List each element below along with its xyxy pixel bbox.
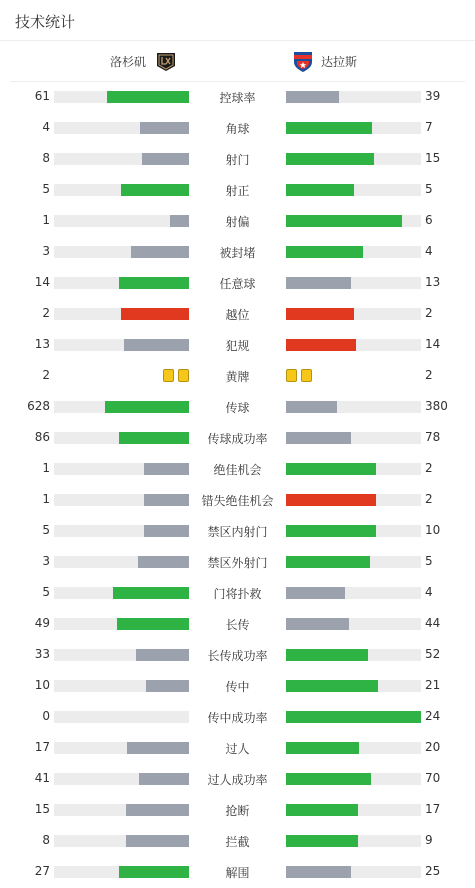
away-stat-value: 9	[425, 833, 433, 847]
home-bar-fill	[119, 277, 189, 289]
away-stat-value: 2	[425, 492, 433, 506]
stat-row	[0, 857, 475, 888]
home-bar-fill	[107, 91, 189, 103]
away-bar-fill	[286, 277, 351, 289]
home-stat-value: 1	[42, 213, 50, 227]
stat-label: 黄牌	[225, 370, 250, 384]
stat-label: 抢断	[225, 804, 250, 818]
home-bar-fill	[131, 246, 189, 258]
yellow-card-icon	[163, 369, 174, 382]
away-bar-fill	[286, 153, 374, 165]
home-bar-track	[54, 525, 189, 537]
away-bar-track	[286, 153, 421, 165]
home-stat-value: 15	[34, 802, 50, 816]
stat-label: 射门	[225, 153, 250, 167]
away-bar-track	[286, 401, 421, 413]
home-bar-fill	[139, 773, 189, 785]
stat-label: 长传	[225, 618, 250, 632]
home-stat-value: 17	[34, 740, 50, 754]
home-stat-value: 49	[34, 616, 50, 630]
away-bar-fill	[286, 401, 337, 413]
away-bar-fill	[286, 215, 402, 227]
home-bar-track	[54, 401, 189, 413]
away-bar-track	[286, 91, 421, 103]
away-bar-track	[286, 742, 421, 754]
stat-row	[0, 547, 475, 578]
lafc-logo-icon	[154, 49, 178, 73]
yellow-card-icon	[178, 369, 189, 382]
stat-label: 拦截	[225, 835, 250, 849]
home-stat-value: 8	[42, 833, 50, 847]
home-bar-track	[54, 215, 189, 227]
away-bar-track	[286, 835, 421, 847]
page-header	[0, 0, 475, 41]
away-bar-track	[286, 215, 421, 227]
away-stat-value: 21	[425, 678, 441, 692]
away-stat-value: 44	[425, 616, 441, 630]
home-stat-value: 27	[34, 864, 50, 878]
away-team[interactable]	[291, 49, 357, 73]
home-bar-fill	[144, 463, 189, 475]
stat-row	[0, 144, 475, 175]
away-bar-fill	[286, 91, 339, 103]
stat-row	[0, 826, 475, 857]
home-bar-track	[54, 463, 189, 475]
stat-row	[0, 392, 475, 423]
away-stat-value: 52	[425, 647, 441, 661]
away-bar-track	[286, 494, 421, 506]
yellow-card-icon	[286, 369, 297, 382]
stat-row	[0, 640, 475, 671]
home-bar-track	[54, 742, 189, 754]
away-bar-fill	[286, 742, 359, 754]
away-bar-fill	[286, 246, 363, 258]
away-bar-track	[286, 463, 421, 475]
home-stat-value: 1	[42, 461, 50, 475]
stat-row	[0, 609, 475, 640]
away-bar-fill	[286, 618, 349, 630]
stat-label: 绝佳机会	[213, 463, 262, 477]
home-bar-track	[54, 432, 189, 444]
home-bar-track	[54, 246, 189, 258]
stat-label: 任意球	[219, 277, 256, 291]
stat-label: 过人成功率	[207, 773, 268, 787]
away-bar-fill	[286, 308, 354, 320]
away-bar-track	[286, 525, 421, 537]
home-bar-track	[54, 835, 189, 847]
away-bar-track	[286, 339, 421, 351]
stat-label: 传中成功率	[207, 711, 268, 725]
home-stat-value: 3	[42, 244, 50, 258]
stat-label: 传球	[225, 401, 250, 415]
away-bar-track	[286, 432, 421, 444]
away-bar-fill	[286, 122, 372, 134]
away-stat-value: 15	[425, 151, 441, 165]
away-bar-track	[286, 773, 421, 785]
away-stat-value: 78	[425, 430, 441, 444]
away-bar-fill	[286, 556, 370, 568]
stat-label: 角球	[225, 122, 250, 136]
fc-dallas-logo-icon	[291, 49, 315, 73]
stats-list	[0, 82, 475, 888]
stat-row	[0, 702, 475, 733]
away-bar-track	[286, 711, 421, 723]
home-bar-fill	[119, 866, 189, 878]
home-bar-track	[54, 153, 189, 165]
home-bar-track	[54, 339, 189, 351]
stat-row	[0, 206, 475, 237]
home-bar-fill	[127, 742, 189, 754]
stat-row	[0, 454, 475, 485]
away-bar-fill	[286, 525, 376, 537]
away-stat-value: 2	[425, 461, 433, 475]
home-bar-track	[54, 773, 189, 785]
home-bar-track	[54, 804, 189, 816]
away-bar-fill	[286, 773, 371, 785]
away-bar-track	[286, 680, 421, 692]
away-stat-value: 2	[425, 306, 433, 320]
home-bar-track	[54, 556, 189, 568]
home-bar-fill	[140, 122, 189, 134]
stat-label: 被封堵	[219, 246, 256, 260]
stat-label: 射偏	[225, 215, 250, 229]
stat-label: 错失绝佳机会	[201, 494, 274, 508]
home-bar-fill	[105, 401, 189, 413]
away-bar-fill	[286, 494, 376, 506]
home-team[interactable]	[110, 49, 178, 73]
stat-row	[0, 175, 475, 206]
stat-row	[0, 516, 475, 547]
away-bar-track	[286, 246, 421, 258]
home-stat-value: 61	[34, 89, 50, 103]
away-bar-track	[286, 804, 421, 816]
stat-label: 禁区外射门	[207, 556, 268, 570]
away-stat-value: 70	[425, 771, 441, 785]
home-bar-fill	[121, 308, 189, 320]
stat-row	[0, 361, 475, 392]
stat-label: 禁区内射门	[207, 525, 268, 539]
home-bar-fill	[144, 494, 189, 506]
home-stat-value: 41	[34, 771, 50, 785]
page-title: 技术统计	[15, 13, 76, 31]
home-stat-value: 4	[42, 120, 50, 134]
home-bar-track	[54, 649, 189, 661]
home-bar-fill	[124, 339, 189, 351]
stat-label: 长传成功率	[207, 649, 268, 663]
away-stat-value: 4	[425, 244, 433, 258]
stat-row	[0, 578, 475, 609]
away-team-name: 达拉斯	[321, 54, 358, 69]
home-stat-value: 8	[42, 151, 50, 165]
away-bar-fill	[286, 463, 376, 475]
away-bar-track	[286, 277, 421, 289]
away-bar-fill	[286, 804, 358, 816]
away-stat-value: 10	[425, 523, 441, 537]
away-bar-fill	[286, 680, 378, 692]
stat-row	[0, 237, 475, 268]
stat-row	[0, 113, 475, 144]
stat-row	[0, 733, 475, 764]
home-bar-track	[54, 91, 189, 103]
away-bar-fill	[286, 866, 351, 878]
home-bar-fill	[138, 556, 189, 568]
away-stat-value: 13	[425, 275, 441, 289]
stat-label: 传球成功率	[207, 432, 268, 446]
away-bar-track	[286, 308, 421, 320]
away-bar-fill	[286, 835, 358, 847]
away-bar-track	[286, 618, 421, 630]
home-bar-fill	[113, 587, 189, 599]
away-stat-value: 4	[425, 585, 433, 599]
away-stat-value: 7	[425, 120, 433, 134]
home-bar-fill	[144, 525, 189, 537]
home-stat-value: 14	[34, 275, 50, 289]
away-stat-value: 39	[425, 89, 441, 103]
stat-label: 控球率	[219, 91, 256, 105]
home-bar-fill	[136, 649, 189, 661]
home-bar-fill	[142, 153, 189, 165]
stat-label: 越位	[225, 308, 250, 322]
home-bar-track	[54, 866, 189, 878]
away-stat-value: 20	[425, 740, 441, 754]
yellow-card-icon	[301, 369, 312, 382]
home-bar-fill	[126, 804, 189, 816]
home-stat-value: 33	[34, 647, 50, 661]
teams-header	[10, 41, 465, 82]
home-bar-fill	[119, 432, 189, 444]
stat-row	[0, 299, 475, 330]
away-bar-fill	[286, 587, 345, 599]
stat-row	[0, 485, 475, 516]
stat-label: 射正	[225, 184, 250, 198]
home-stat-value: 628	[27, 399, 50, 413]
away-stat-value: 2	[425, 368, 433, 382]
stat-label: 传中	[225, 680, 250, 694]
away-bar-fill	[286, 184, 354, 196]
away-bar-track	[286, 556, 421, 568]
home-stat-value: 5	[42, 523, 50, 537]
away-stat-value: 17	[425, 802, 441, 816]
stat-row	[0, 82, 475, 113]
away-stat-value: 5	[425, 554, 433, 568]
stat-row	[0, 764, 475, 795]
away-stat-value: 14	[425, 337, 441, 351]
home-stat-value: 10	[34, 678, 50, 692]
stat-row	[0, 268, 475, 299]
home-stat-value: 5	[42, 585, 50, 599]
away-bar-track	[286, 122, 421, 134]
home-bar-track	[54, 308, 189, 320]
home-bar-track	[54, 122, 189, 134]
away-yellow-cards	[286, 369, 312, 382]
home-bar-track	[54, 680, 189, 692]
home-stat-value: 3	[42, 554, 50, 568]
away-bar-fill	[286, 711, 421, 723]
home-bar-track	[54, 277, 189, 289]
home-bar-track	[54, 494, 189, 506]
away-bar-fill	[286, 339, 356, 351]
away-stat-value: 380	[425, 399, 448, 413]
home-bar-fill	[117, 618, 189, 630]
stat-label: 犯规	[225, 339, 250, 353]
away-stat-value: 6	[425, 213, 433, 227]
stat-row	[0, 795, 475, 826]
stat-label: 解围	[225, 866, 250, 880]
away-bar-fill	[286, 432, 351, 444]
home-bar-track	[54, 184, 189, 196]
home-stat-value: 0	[42, 709, 50, 723]
home-bar-fill	[146, 680, 189, 692]
home-yellow-cards	[163, 369, 189, 382]
away-bar-fill	[286, 649, 368, 661]
home-team-name: 洛杉矶	[109, 54, 146, 69]
home-bar-fill	[170, 215, 189, 227]
away-bar-track	[286, 649, 421, 661]
stat-label: 门将扑救	[213, 587, 262, 601]
home-stat-value: 1	[42, 492, 50, 506]
home-bar-track	[54, 618, 189, 630]
home-stat-value: 5	[42, 182, 50, 196]
stat-row	[0, 330, 475, 361]
away-stat-value: 24	[425, 709, 441, 723]
home-stat-value: 86	[34, 430, 50, 444]
home-bar-track	[54, 587, 189, 599]
home-bar-fill	[121, 184, 189, 196]
stat-label: 过人	[225, 742, 250, 756]
away-bar-track	[286, 866, 421, 878]
away-stat-value: 5	[425, 182, 433, 196]
home-bar-fill	[126, 835, 189, 847]
home-stat-value: 13	[34, 337, 50, 351]
home-bar-track	[54, 711, 189, 723]
away-bar-track	[286, 184, 421, 196]
away-bar-track	[286, 587, 421, 599]
home-stat-value: 2	[42, 306, 50, 320]
home-stat-value: 2	[42, 368, 50, 382]
away-stat-value: 25	[425, 864, 441, 878]
stat-row	[0, 423, 475, 454]
stat-row	[0, 671, 475, 702]
